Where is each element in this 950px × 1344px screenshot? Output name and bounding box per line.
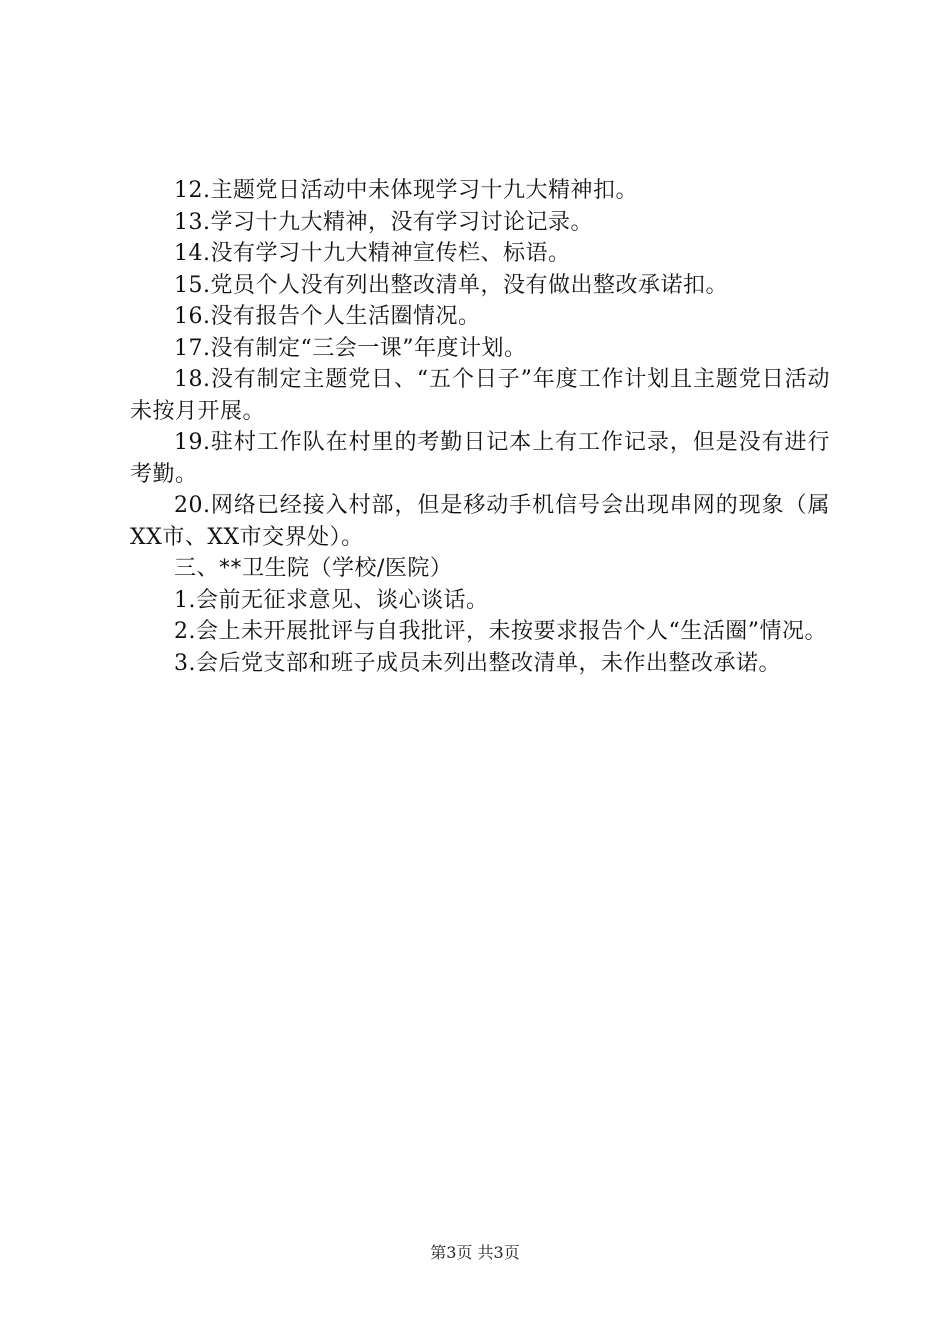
- list-item-14: 14.没有学习十九大精神宣传栏、标语。: [174, 241, 571, 266]
- section-item-3: 3.会后党支部和班子成员未列出整改清单，未作出整改承诺。: [174, 650, 781, 676]
- section-item-2: 2.会上未开展批评与自我批评，未按要求报告个人“生活圈”情况。: [174, 619, 827, 644]
- page-footer: 第3页 共3页: [430, 1243, 520, 1262]
- list-item-19: 19.驻村工作队在村里的考勤日记本上有工作记录，但是没有进行考勤。: [130, 430, 830, 487]
- section-heading: 三、**卫生院（学校/医院）: [174, 556, 453, 581]
- list-item-15: 15.党员个人没有列出整改清单，没有做出整改承诺扣。: [174, 272, 728, 298]
- document-body: [130, 175, 830, 679]
- list-item-20: 20.网络已经接入村部，但是移动手机信号会出现串网的现象（属XX市、XX市交界处）。: [130, 493, 830, 550]
- list-item-17: 17.没有制定“三会一课”年度计划。: [174, 335, 527, 361]
- section-item-1: 1.会前无征求意见、谈心谈话。: [174, 587, 489, 613]
- list-item-13: 13.学习十九大精神，没有学习讨论记录。: [174, 209, 593, 235]
- list-item-12: 12.主题党日活动中未体现学习十九大精神扣。: [174, 178, 638, 203]
- list-item-16: 16.没有报告个人生活圈情况。: [174, 304, 481, 329]
- list-item-18: 18.没有制定主题党日、“五个日子”年度工作计划且主题党日活动未按月开展。: [130, 367, 830, 424]
